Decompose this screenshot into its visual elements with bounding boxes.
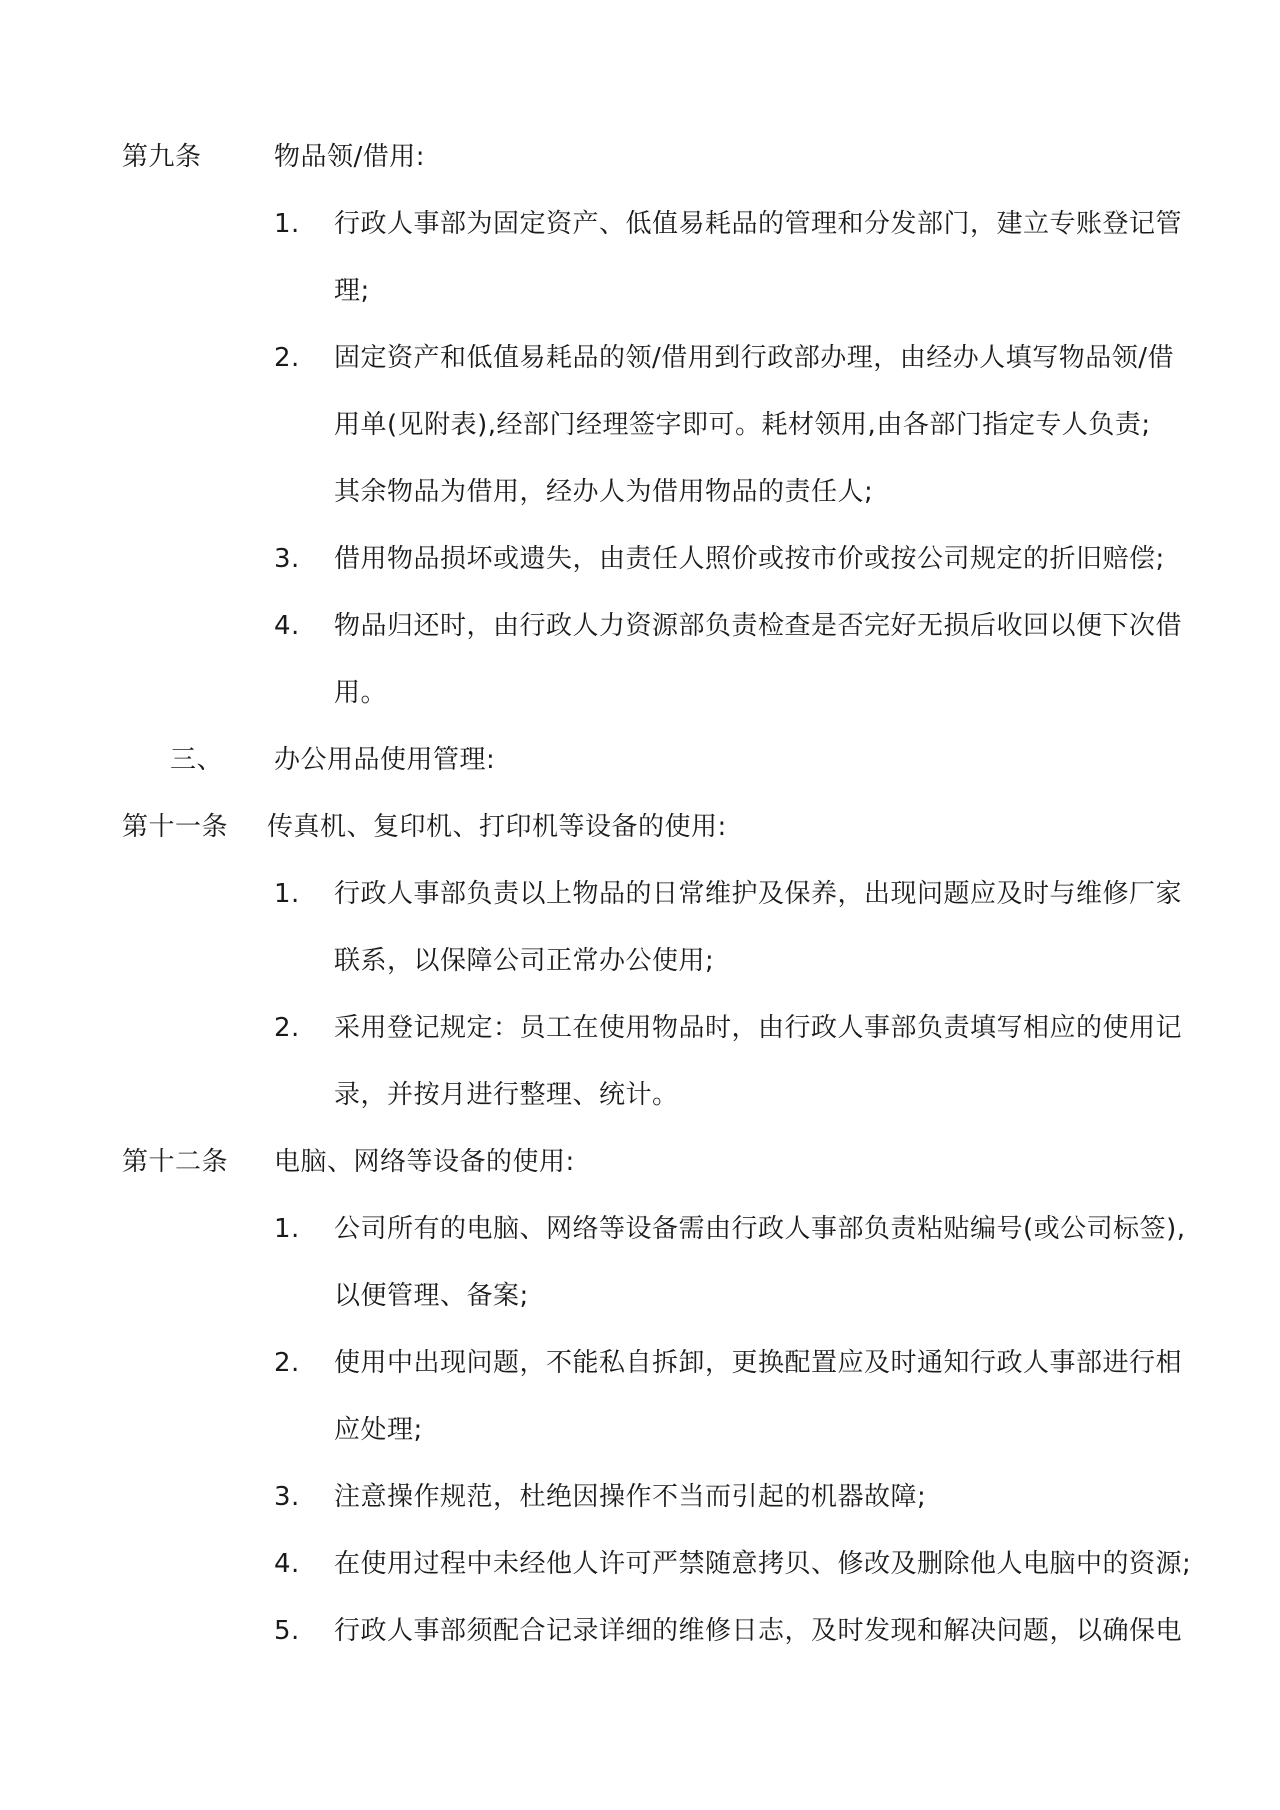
article-12-item-1-number: 1. xyxy=(274,1214,300,1244)
article-9-item-1-line-1: 行政人事部为固定资产、低值易耗品的管理和分发部门，建立专账登记管 xyxy=(334,209,1183,239)
article-9-item-1-line-2: 理; xyxy=(334,276,370,306)
article-12-item-5-number: 5. xyxy=(274,1616,300,1646)
article-9-title: 物品领/借用: xyxy=(274,142,426,172)
article-9-item-4-line-2: 用。 xyxy=(334,678,388,708)
article-12-item-1-line-1: 公司所有的电脑、网络等设备需由行政人事部负责粘贴编号(或公司标签), xyxy=(334,1214,1186,1244)
article-9-item-4-line-1: 物品归还时，由行政人力资源部负责检查是否完好无损后收回以便下次借 xyxy=(334,611,1183,641)
article-9-item-2-line-1: 固定资产和低值易耗品的领/借用到行政部办理，由经办人填写物品领/借 xyxy=(334,343,1175,373)
section-3-label: 三、 xyxy=(170,745,224,775)
article-9-item-2-number: 2. xyxy=(274,343,300,373)
article-12-item-4-number: 4. xyxy=(274,1549,300,1579)
article-11-item-1-line-1: 行政人事部负责以上物品的日常维护及保养，出现问题应及时与维修厂家 xyxy=(334,879,1183,909)
article-9-item-4-number: 4. xyxy=(274,611,300,641)
article-9-item-3-number: 3. xyxy=(274,544,300,574)
article-9-item-3-line-1: 借用物品损坏或遗失，由责任人照价或按市价或按公司规定的折旧赔偿; xyxy=(334,544,1165,574)
article-12-item-1-line-2: 以便管理、备案; xyxy=(334,1281,529,1311)
section-3-title: 办公用品使用管理: xyxy=(274,745,496,775)
article-12-item-2-line-2: 应处理; xyxy=(334,1415,423,1445)
article-12-item-2-line-1: 使用中出现问题，不能私自拆卸，更换配置应及时通知行政人事部进行相 xyxy=(334,1348,1183,1378)
article-11-label: 第十一条 xyxy=(122,812,229,842)
article-9-label: 第九条 xyxy=(122,142,202,172)
article-12-item-3-line-1: 注意操作规范，杜绝因操作不当而引起的机器故障; xyxy=(334,1482,927,1512)
article-11-item-1-number: 1. xyxy=(274,879,300,909)
article-12-title: 电脑、网络等设备的使用: xyxy=(274,1147,575,1177)
article-11-item-1-line-2: 联系，以保障公司正常办公使用; xyxy=(334,946,715,976)
article-9-item-2-line-3: 其余物品为借用，经办人为借用物品的责任人; xyxy=(334,477,874,507)
article-11-title: 传真机、复印机、打印机等设备的使用: xyxy=(267,812,727,842)
article-11-item-2-number: 2. xyxy=(274,1013,300,1043)
article-11-item-2-line-2: 录，并按月进行整理、统计。 xyxy=(334,1080,679,1110)
article-9-item-2-line-2: 用单(见附表),经部门经理签字即可。耗材领用,由各部门指定专人负责; xyxy=(334,410,1151,440)
article-12-item-2-number: 2. xyxy=(274,1348,300,1378)
article-12-item-5-line-1: 行政人事部须配合记录详细的维修日志，及时发现和解决问题，以确保电 xyxy=(334,1616,1183,1646)
article-12-label: 第十二条 xyxy=(122,1147,229,1177)
article-12-item-3-number: 3. xyxy=(274,1482,300,1512)
article-9-item-1-number: 1. xyxy=(274,209,300,239)
article-11-item-2-line-1: 采用登记规定：员工在使用物品时，由行政人事部负责填写相应的使用记 xyxy=(334,1013,1183,1043)
article-12-item-4-line-1: 在使用过程中未经他人许可严禁随意拷贝、修改及删除他人电脑中的资源; xyxy=(334,1549,1192,1579)
